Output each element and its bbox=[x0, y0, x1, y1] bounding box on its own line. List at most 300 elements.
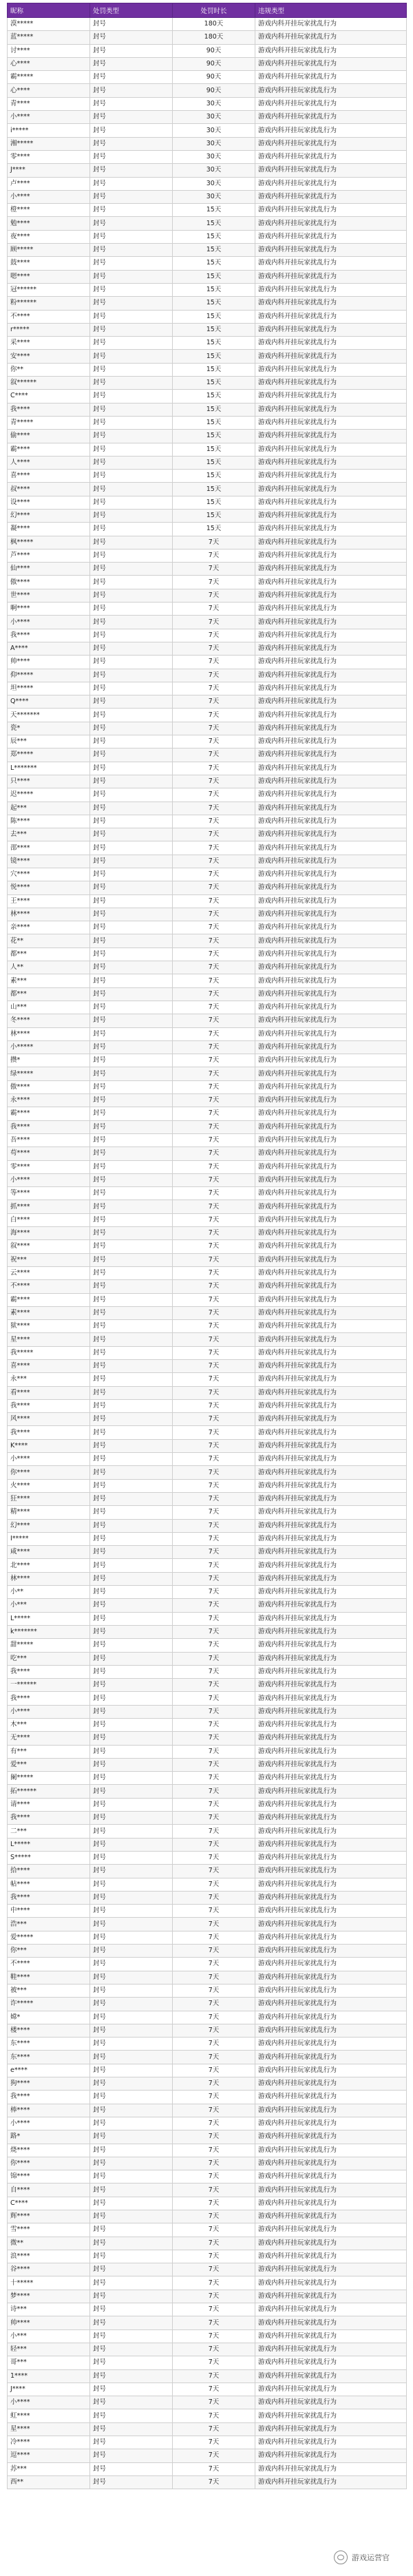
table-row bbox=[8, 1891, 407, 1904]
cell-violation-type: 游戏内科开挂玩家扰乱行为 bbox=[255, 616, 407, 629]
cell-nickname: 我**** bbox=[8, 1120, 90, 1133]
cell-nickname: 枫***** bbox=[8, 536, 90, 549]
cell-penalty-duration: 7天 bbox=[173, 1851, 255, 1864]
cell-penalty-duration: 30天 bbox=[173, 164, 255, 177]
table-row bbox=[8, 762, 407, 775]
table-row bbox=[8, 1386, 407, 1399]
cell-penalty-type: 封号 bbox=[90, 71, 173, 84]
cell-penalty-type: 封号 bbox=[90, 390, 173, 403]
cell-violation-type: 游戏内科开挂玩家扰乱行为 bbox=[255, 2316, 407, 2329]
cell-penalty-duration: 7天 bbox=[173, 1705, 255, 1718]
cell-violation-type: 游戏内科开挂玩家扰乱行为 bbox=[255, 2436, 407, 2449]
cell-violation-type: 游戏内科开挂玩家扰乱行为 bbox=[255, 1306, 407, 1319]
cell-nickname: 祝*** bbox=[8, 1253, 90, 1266]
table-row bbox=[8, 2184, 407, 2197]
cell-penalty-type: 封号 bbox=[90, 775, 173, 788]
cell-violation-type: 游戏内科开挂玩家扰乱行为 bbox=[255, 1931, 407, 1944]
table-row bbox=[8, 669, 407, 682]
table-row bbox=[8, 1772, 407, 1785]
cell-penalty-type: 封号 bbox=[90, 563, 173, 576]
cell-penalty-type: 封号 bbox=[90, 2051, 173, 2064]
cell-nickname: 抓**** bbox=[8, 1200, 90, 1213]
cell-nickname: r***** bbox=[8, 323, 90, 336]
table-row bbox=[8, 1399, 407, 1412]
cell-violation-type: 游戏内科开挂玩家扰乱行为 bbox=[255, 1546, 407, 1559]
cell-violation-type: 游戏内科开挂玩家扰乱行为 bbox=[255, 1785, 407, 1798]
cell-penalty-duration: 7天 bbox=[173, 1492, 255, 1505]
table-row bbox=[8, 1612, 407, 1625]
cell-penalty-type: 封号 bbox=[90, 2290, 173, 2303]
cell-penalty-duration: 7天 bbox=[173, 2343, 255, 2356]
cell-violation-type: 游戏内科开挂玩家扰乱行为 bbox=[255, 1333, 407, 1346]
cell-nickname: 诈***** bbox=[8, 1998, 90, 2011]
cell-nickname: 小*** bbox=[8, 2329, 90, 2343]
cell-nickname: C**** bbox=[8, 390, 90, 403]
cell-violation-type: 游戏内科开挂玩家扰乱行为 bbox=[255, 1692, 407, 1705]
cell-penalty-duration: 7天 bbox=[173, 2303, 255, 2316]
cell-nickname: 楼**** bbox=[8, 2024, 90, 2037]
cell-violation-type: 游戏内科开挂玩家扰乱行为 bbox=[255, 775, 407, 788]
cell-penalty-type: 封号 bbox=[90, 1665, 173, 1678]
cell-penalty-type: 封号 bbox=[90, 1266, 173, 1279]
cell-penalty-duration: 7天 bbox=[173, 1120, 255, 1133]
cell-violation-type: 游戏内科开挂玩家扰乱行为 bbox=[255, 656, 407, 669]
cell-penalty-type: 封号 bbox=[90, 2024, 173, 2037]
cell-violation-type: 游戏内科开挂玩家扰乱行为 bbox=[255, 2038, 407, 2051]
cell-penalty-duration: 7天 bbox=[173, 682, 255, 695]
cell-penalty-duration: 7天 bbox=[173, 1014, 255, 1027]
table-row bbox=[8, 2104, 407, 2117]
cell-penalty-type: 封号 bbox=[90, 523, 173, 536]
cell-violation-type: 游戏内科开挂玩家扰乱行为 bbox=[255, 403, 407, 416]
cell-violation-type: 游戏内科开挂玩家扰乱行为 bbox=[255, 1705, 407, 1718]
cell-penalty-duration: 90天 bbox=[173, 57, 255, 70]
cell-violation-type: 游戏内科开挂玩家扰乱行为 bbox=[255, 1665, 407, 1678]
cell-penalty-type: 封号 bbox=[90, 1785, 173, 1798]
cell-violation-type: 游戏内科开挂玩家扰乱行为 bbox=[255, 204, 407, 217]
cell-penalty-type: 封号 bbox=[90, 456, 173, 469]
table-row bbox=[8, 1785, 407, 1798]
cell-nickname: 烧**** bbox=[8, 2144, 90, 2157]
table-row bbox=[8, 1120, 407, 1133]
cell-nickname: 拾**** bbox=[8, 1865, 90, 1878]
cell-nickname: 设**** bbox=[8, 496, 90, 509]
cell-penalty-duration: 7天 bbox=[173, 1891, 255, 1904]
cell-penalty-duration: 7天 bbox=[173, 549, 255, 562]
cell-nickname: 迟***** bbox=[8, 788, 90, 802]
cell-penalty-type: 封号 bbox=[90, 217, 173, 230]
cell-penalty-type: 封号 bbox=[90, 1399, 173, 1412]
table-row bbox=[8, 1519, 407, 1532]
cell-penalty-duration: 7天 bbox=[173, 2462, 255, 2475]
table-row bbox=[8, 44, 407, 57]
cell-violation-type: 游戏内科开挂玩家扰乱行为 bbox=[255, 1506, 407, 1519]
cell-nickname: 你**** bbox=[8, 1466, 90, 1479]
cell-penalty-duration: 7天 bbox=[173, 1227, 255, 1240]
table-row bbox=[8, 1280, 407, 1293]
table-row bbox=[8, 1492, 407, 1505]
cell-penalty-duration: 15天 bbox=[173, 390, 255, 403]
cell-nickname: 辰*** bbox=[8, 735, 90, 748]
cell-penalty-type: 封号 bbox=[90, 2210, 173, 2223]
cell-nickname: L***** bbox=[8, 1838, 90, 1851]
cell-violation-type: 游戏内科开挂玩家扰乱行为 bbox=[255, 894, 407, 908]
table-row bbox=[8, 1094, 407, 1107]
cell-nickname: 傲**** bbox=[8, 1080, 90, 1093]
cell-nickname: 瓷* bbox=[8, 722, 90, 735]
cell-violation-type: 游戏内科开挂玩家扰乱行为 bbox=[255, 1466, 407, 1479]
cell-penalty-duration: 30天 bbox=[173, 97, 255, 110]
cell-penalty-type: 封号 bbox=[90, 2011, 173, 2024]
cell-nickname: S***** bbox=[8, 1851, 90, 1864]
cell-penalty-duration: 7天 bbox=[173, 629, 255, 642]
cell-penalty-duration: 7天 bbox=[173, 1546, 255, 1559]
cell-penalty-type: 封号 bbox=[90, 430, 173, 443]
cell-nickname: 林**** bbox=[8, 1572, 90, 1585]
cell-violation-type: 游戏内科开挂玩家扰乱行为 bbox=[255, 137, 407, 150]
cell-penalty-type: 封号 bbox=[90, 669, 173, 682]
cell-penalty-type: 封号 bbox=[90, 1014, 173, 1027]
table-row bbox=[8, 2475, 407, 2489]
cell-violation-type: 游戏内科开挂玩家扰乱行为 bbox=[255, 337, 407, 350]
cell-violation-type: 游戏内科开挂玩家扰乱行为 bbox=[255, 1173, 407, 1186]
cell-violation-type: 游戏内科开挂玩家扰乱行为 bbox=[255, 164, 407, 177]
cell-penalty-duration: 7天 bbox=[173, 2276, 255, 2290]
cell-penalty-type: 封号 bbox=[90, 868, 173, 881]
table-row bbox=[8, 1665, 407, 1678]
table-row bbox=[8, 430, 407, 443]
table-row bbox=[8, 1825, 407, 1838]
cell-penalty-type: 封号 bbox=[90, 1732, 173, 1745]
cell-nickname: 嫦* bbox=[8, 2011, 90, 2024]
table-row bbox=[8, 1798, 407, 1811]
cell-penalty-type: 封号 bbox=[90, 244, 173, 257]
cell-penalty-type: 封号 bbox=[90, 1067, 173, 1080]
cell-nickname: 冠****** bbox=[8, 283, 90, 296]
cell-nickname: 不**** bbox=[8, 1280, 90, 1293]
cell-penalty-duration: 7天 bbox=[173, 1586, 255, 1599]
cell-penalty-type: 封号 bbox=[90, 987, 173, 1001]
cell-penalty-type: 封号 bbox=[90, 2170, 173, 2184]
header-penalty-duration: 处罚时长 bbox=[173, 3, 255, 18]
cell-penalty-type: 封号 bbox=[90, 1891, 173, 1904]
cell-penalty-type: 封号 bbox=[90, 1320, 173, 1333]
cell-nickname: 起*** bbox=[8, 802, 90, 815]
cell-penalty-duration: 15天 bbox=[173, 430, 255, 443]
cell-penalty-type: 封号 bbox=[90, 2223, 173, 2237]
cell-nickname: 安**** bbox=[8, 350, 90, 363]
table-row bbox=[8, 1213, 407, 1226]
cell-penalty-duration: 90天 bbox=[173, 71, 255, 84]
table-row bbox=[8, 1851, 407, 1864]
cell-penalty-duration: 7天 bbox=[173, 1280, 255, 1293]
table-row bbox=[8, 1945, 407, 1958]
cell-penalty-type: 封号 bbox=[90, 1851, 173, 1864]
cell-penalty-type: 封号 bbox=[90, 1160, 173, 1173]
table-row bbox=[8, 310, 407, 323]
cell-penalty-type: 封号 bbox=[90, 1439, 173, 1452]
cell-nickname: 小**** bbox=[8, 1173, 90, 1186]
cell-violation-type: 游戏内科开挂玩家扰乱行为 bbox=[255, 947, 407, 961]
cell-penalty-duration: 15天 bbox=[173, 323, 255, 336]
cell-penalty-type: 封号 bbox=[90, 377, 173, 390]
cell-nickname: 亲**** bbox=[8, 921, 90, 934]
cell-violation-type: 游戏内科开挂玩家扰乱行为 bbox=[255, 629, 407, 642]
table-row bbox=[8, 283, 407, 296]
cell-nickname: 虹**** bbox=[8, 2409, 90, 2422]
cell-penalty-duration: 15天 bbox=[173, 496, 255, 509]
table-row bbox=[8, 2064, 407, 2077]
cell-penalty-duration: 7天 bbox=[173, 961, 255, 974]
cell-penalty-duration: 15天 bbox=[173, 403, 255, 416]
cell-penalty-duration: 7天 bbox=[173, 1399, 255, 1412]
cell-penalty-type: 封号 bbox=[90, 257, 173, 270]
cell-penalty-duration: 15天 bbox=[173, 470, 255, 483]
cell-nickname: 去*** bbox=[8, 828, 90, 841]
cell-penalty-type: 封号 bbox=[90, 496, 173, 509]
table-row bbox=[8, 2091, 407, 2104]
cell-violation-type: 游戏内科开挂玩家扰乱行为 bbox=[255, 509, 407, 522]
cell-penalty-duration: 7天 bbox=[173, 642, 255, 655]
cell-penalty-type: 封号 bbox=[90, 1413, 173, 1426]
cell-nickname: 仰***** bbox=[8, 669, 90, 682]
cell-penalty-duration: 7天 bbox=[173, 589, 255, 602]
table-row bbox=[8, 509, 407, 522]
cell-nickname: 我**** bbox=[8, 1399, 90, 1412]
cell-penalty-type: 封号 bbox=[90, 748, 173, 762]
cell-violation-type: 游戏内科开挂玩家扰乱行为 bbox=[255, 908, 407, 921]
cell-penalty-type: 封号 bbox=[90, 1679, 173, 1692]
table-row bbox=[8, 350, 407, 363]
sanction-table bbox=[7, 3, 407, 2489]
cell-nickname: J**** bbox=[8, 164, 90, 177]
cell-violation-type: 游戏内科开挂玩家扰乱行为 bbox=[255, 44, 407, 57]
cell-violation-type: 游戏内科开挂玩家扰乱行为 bbox=[255, 1027, 407, 1040]
cell-penalty-type: 封号 bbox=[90, 1639, 173, 1652]
cell-penalty-type: 封号 bbox=[90, 177, 173, 190]
table-row bbox=[8, 1133, 407, 1146]
cell-penalty-type: 封号 bbox=[90, 921, 173, 934]
cell-penalty-duration: 7天 bbox=[173, 1107, 255, 1120]
cell-violation-type: 游戏内科开挂玩家扰乱行为 bbox=[255, 1133, 407, 1146]
cell-penalty-duration: 7天 bbox=[173, 2130, 255, 2144]
table-row bbox=[8, 2462, 407, 2475]
cell-violation-type: 游戏内科开挂玩家扰乱行为 bbox=[255, 1532, 407, 1545]
cell-violation-type: 游戏内科开挂玩家扰乱行为 bbox=[255, 722, 407, 735]
cell-violation-type: 游戏内科开挂玩家扰乱行为 bbox=[255, 1386, 407, 1399]
cell-penalty-duration: 7天 bbox=[173, 748, 255, 762]
table-row bbox=[8, 2144, 407, 2157]
cell-penalty-type: 封号 bbox=[90, 1346, 173, 1359]
cell-penalty-duration: 15天 bbox=[173, 297, 255, 310]
cell-penalty-duration: 7天 bbox=[173, 2104, 255, 2117]
table-row bbox=[8, 1572, 407, 1585]
cell-penalty-type: 封号 bbox=[90, 603, 173, 616]
table-row bbox=[8, 18, 407, 31]
table-row bbox=[8, 1719, 407, 1732]
cell-penalty-type: 封号 bbox=[90, 1546, 173, 1559]
table-row bbox=[8, 57, 407, 70]
cell-violation-type: 游戏内科开挂玩家扰乱行为 bbox=[255, 1599, 407, 1612]
table-row bbox=[8, 1958, 407, 1971]
cell-violation-type: 游戏内科开挂玩家扰乱行为 bbox=[255, 1346, 407, 1359]
table-row bbox=[8, 1320, 407, 1333]
cell-violation-type: 游戏内科开挂玩家扰乱行为 bbox=[255, 1971, 407, 1984]
cell-penalty-type: 封号 bbox=[90, 1333, 173, 1346]
cell-violation-type: 游戏内科开挂玩家扰乱行为 bbox=[255, 1891, 407, 1904]
cell-nickname: 我**** bbox=[8, 403, 90, 416]
cell-penalty-duration: 7天 bbox=[173, 2210, 255, 2223]
cell-violation-type: 游戏内科开挂玩家扰乱行为 bbox=[255, 190, 407, 203]
cell-penalty-type: 封号 bbox=[90, 2369, 173, 2383]
table-row bbox=[8, 190, 407, 203]
cell-penalty-type: 封号 bbox=[90, 961, 173, 974]
cell-nickname: K**** bbox=[8, 1439, 90, 1452]
table-row bbox=[8, 961, 407, 974]
cell-penalty-type: 封号 bbox=[90, 1187, 173, 1200]
cell-penalty-type: 封号 bbox=[90, 150, 173, 163]
cell-penalty-type: 封号 bbox=[90, 974, 173, 987]
table-row bbox=[8, 1971, 407, 1984]
cell-penalty-duration: 7天 bbox=[173, 1785, 255, 1798]
cell-penalty-duration: 7天 bbox=[173, 2475, 255, 2489]
cell-violation-type: 游戏内科开挂玩家扰乱行为 bbox=[255, 2290, 407, 2303]
cell-penalty-type: 封号 bbox=[90, 323, 173, 336]
cell-nickname: 被*** bbox=[8, 1984, 90, 1997]
cell-penalty-duration: 7天 bbox=[173, 1213, 255, 1226]
cell-penalty-duration: 7天 bbox=[173, 1532, 255, 1545]
cell-penalty-type: 封号 bbox=[90, 2316, 173, 2329]
table-row bbox=[8, 815, 407, 828]
cell-violation-type: 游戏内科开挂玩家扰乱行为 bbox=[255, 1373, 407, 1386]
table-row bbox=[8, 894, 407, 908]
cell-penalty-type: 封号 bbox=[90, 337, 173, 350]
table-row bbox=[8, 97, 407, 110]
cell-nickname: 喜**** bbox=[8, 470, 90, 483]
cell-nickname: 陈**** bbox=[8, 815, 90, 828]
cell-penalty-type: 封号 bbox=[90, 2197, 173, 2210]
cell-penalty-duration: 7天 bbox=[173, 576, 255, 589]
cell-nickname: 霸**** bbox=[8, 1107, 90, 1120]
cell-penalty-duration: 7天 bbox=[173, 1253, 255, 1266]
cell-violation-type: 游戏内科开挂玩家扰乱行为 bbox=[255, 1266, 407, 1279]
cell-violation-type: 游戏内科开挂玩家扰乱行为 bbox=[255, 2343, 407, 2356]
cell-penalty-duration: 30天 bbox=[173, 190, 255, 203]
table-row bbox=[8, 1040, 407, 1054]
cell-nickname: 帅**** bbox=[8, 2316, 90, 2329]
cell-penalty-duration: 180天 bbox=[173, 18, 255, 31]
cell-nickname: 风**** bbox=[8, 1413, 90, 1426]
cell-penalty-duration: 30天 bbox=[173, 137, 255, 150]
table-row bbox=[8, 1732, 407, 1745]
cell-nickname: 山*** bbox=[8, 1001, 90, 1014]
cell-penalty-type: 封号 bbox=[90, 1998, 173, 2011]
cell-penalty-type: 封号 bbox=[90, 1931, 173, 1944]
cell-nickname: 东**** bbox=[8, 2051, 90, 2064]
table-row bbox=[8, 709, 407, 722]
cell-violation-type: 游戏内科开挂玩家扰乱行为 bbox=[255, 230, 407, 243]
cell-nickname: 都*** bbox=[8, 987, 90, 1001]
cell-penalty-duration: 7天 bbox=[173, 2038, 255, 2051]
cell-penalty-type: 封号 bbox=[90, 1280, 173, 1293]
cell-penalty-duration: 7天 bbox=[173, 2290, 255, 2303]
cell-nickname: 鞋**** bbox=[8, 1971, 90, 1984]
cell-nickname: 拓****** bbox=[8, 1785, 90, 1798]
cell-penalty-duration: 7天 bbox=[173, 2157, 255, 2170]
cell-penalty-type: 封号 bbox=[90, 1227, 173, 1240]
table-row bbox=[8, 416, 407, 429]
cell-penalty-type: 封号 bbox=[90, 483, 173, 496]
cell-penalty-duration: 7天 bbox=[173, 1905, 255, 1918]
cell-violation-type: 游戏内科开挂玩家扰乱行为 bbox=[255, 1040, 407, 1054]
table-row bbox=[8, 855, 407, 868]
cell-penalty-type: 封号 bbox=[90, 1492, 173, 1505]
cell-penalty-duration: 90天 bbox=[173, 44, 255, 57]
cell-violation-type: 游戏内科开挂玩家扰乱行为 bbox=[255, 2356, 407, 2369]
cell-violation-type: 游戏内科开挂玩家扰乱行为 bbox=[255, 549, 407, 562]
cell-penalty-duration: 7天 bbox=[173, 2051, 255, 2064]
table-row bbox=[8, 1413, 407, 1426]
cell-violation-type: 游戏内科开挂玩家扰乱行为 bbox=[255, 470, 407, 483]
cell-penalty-duration: 7天 bbox=[173, 2091, 255, 2104]
cell-penalty-type: 封号 bbox=[90, 1758, 173, 1771]
cell-violation-type: 游戏内科开挂玩家扰乱行为 bbox=[255, 735, 407, 748]
table-row bbox=[8, 1240, 407, 1253]
cell-penalty-duration: 15天 bbox=[173, 204, 255, 217]
table-row bbox=[8, 1067, 407, 1080]
cell-penalty-type: 封号 bbox=[90, 2329, 173, 2343]
cell-nickname: 我**** bbox=[8, 2091, 90, 2104]
cell-nickname: 白**** bbox=[8, 1213, 90, 1226]
table-row bbox=[8, 2436, 407, 2449]
cell-violation-type: 游戏内科开挂玩家扰乱行为 bbox=[255, 1227, 407, 1240]
cell-penalty-duration: 7天 bbox=[173, 1665, 255, 1678]
cell-violation-type: 游戏内科开挂玩家扰乱行为 bbox=[255, 523, 407, 536]
cell-violation-type: 游戏内科开挂玩家扰乱行为 bbox=[255, 1559, 407, 1572]
cell-nickname: 讨**** bbox=[8, 44, 90, 57]
cell-nickname: 坦***** bbox=[8, 682, 90, 695]
cell-nickname: 棒**** bbox=[8, 2104, 90, 2117]
cell-penalty-type: 封号 bbox=[90, 2436, 173, 2449]
cell-violation-type: 游戏内科开挂玩家扰乱行为 bbox=[255, 1160, 407, 1173]
cell-nickname: 花** bbox=[8, 934, 90, 947]
cell-penalty-type: 封号 bbox=[90, 722, 173, 735]
cell-nickname: 世**** bbox=[8, 589, 90, 602]
table-row bbox=[8, 1001, 407, 1014]
cell-violation-type: 游戏内科开挂玩家扰乱行为 bbox=[255, 1439, 407, 1452]
cell-penalty-type: 封号 bbox=[90, 1107, 173, 1120]
cell-penalty-duration: 7天 bbox=[173, 894, 255, 908]
cell-nickname: 路* bbox=[8, 2130, 90, 2144]
cell-nickname: 幻**** bbox=[8, 1519, 90, 1532]
cell-penalty-duration: 15天 bbox=[173, 416, 255, 429]
cell-penalty-type: 封号 bbox=[90, 1519, 173, 1532]
cell-penalty-duration: 7天 bbox=[173, 1001, 255, 1014]
cell-nickname: 海**** bbox=[8, 1227, 90, 1240]
cell-violation-type: 游戏内科开挂玩家扰乱行为 bbox=[255, 1745, 407, 1758]
table-row bbox=[8, 947, 407, 961]
cell-nickname: e**** bbox=[8, 2064, 90, 2077]
cell-violation-type: 游戏内科开挂玩家扰乱行为 bbox=[255, 868, 407, 881]
cell-violation-type: 游戏内科开挂玩家扰乱行为 bbox=[255, 1732, 407, 1745]
cell-penalty-type: 封号 bbox=[90, 1838, 173, 1851]
cell-penalty-duration: 7天 bbox=[173, 2263, 255, 2276]
cell-penalty-type: 封号 bbox=[90, 1240, 173, 1253]
cell-penalty-type: 封号 bbox=[90, 2303, 173, 2316]
table-row bbox=[8, 1466, 407, 1479]
cell-nickname: 十***** bbox=[8, 2276, 90, 2290]
cell-violation-type: 游戏内科开挂玩家扰乱行为 bbox=[255, 576, 407, 589]
